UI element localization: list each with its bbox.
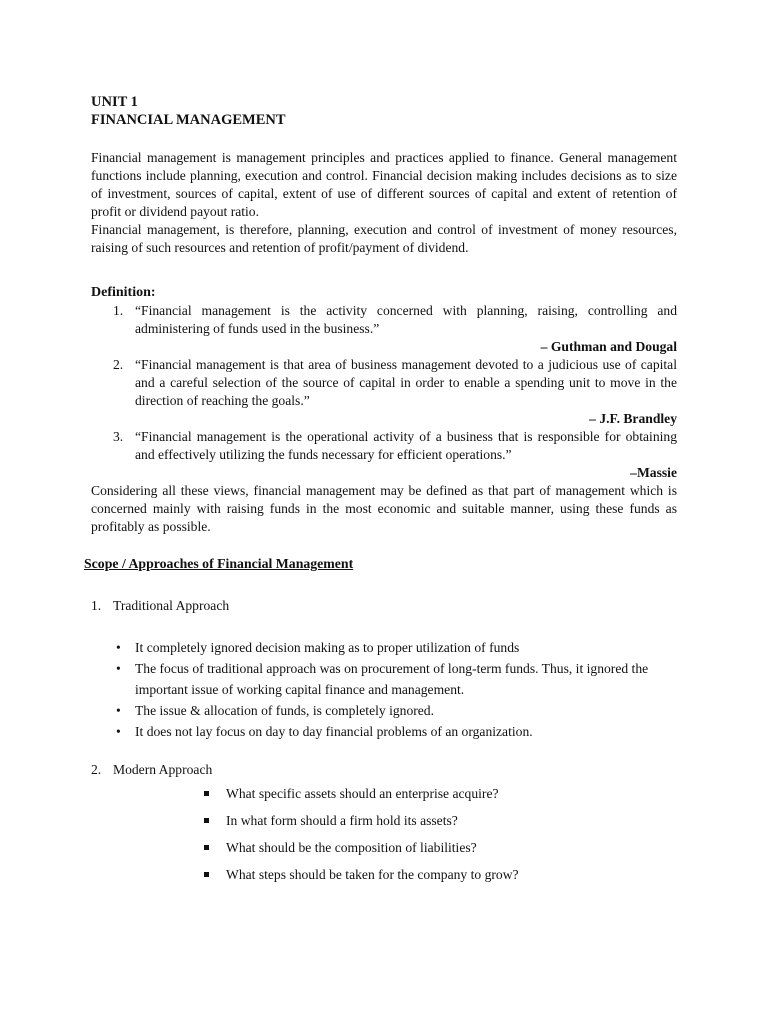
list-item [91,812,677,830]
definition-number: 2. [113,357,124,372]
bullet-icon: • [116,724,121,739]
bullet-text: It does not lay focus on day to day financial problems of an organization. [135,724,533,739]
square-bullet-icon [204,872,209,877]
bullet-icon: • [116,661,121,676]
definition-item [91,356,677,428]
square-bullet-icon [204,791,209,796]
approach-number: 1. [91,598,102,613]
square-bullet-icon [204,818,209,823]
definition-list [91,302,677,482]
list-item [91,637,677,658]
traditional-bullet-list [91,637,677,742]
document-page [84,93,677,893]
list-item [91,866,677,884]
bullet-icon: • [116,640,121,655]
definition-number: 1. [113,303,124,318]
approach-number: 2. [91,762,102,777]
intro-paragraph-1: Financial management is management principles and practices applied to finance. General management functions include planning, execution and control. Financial decision making includes decisions as to size of investment, sources of capital, extent of use of different sources of capital and extent of retention of profit or dividend payout ratio. [91,150,677,219]
definition-text: “Financial management is the activity concerned with planning, raising, controlling and administering of funds used in the business.” [135,303,677,336]
unit-label: UNIT 1 [91,94,138,110]
modern-question-list [91,785,677,884]
question-text: What steps should be taken for the company to grow? [226,867,519,882]
page-title: FINANCIAL MANAGEMENT [91,112,286,128]
approach-label: Modern Approach [113,762,213,777]
definition-author: – J.F. Brandley [589,411,677,426]
definition-text: “Financial management is the operational activity of a business that is responsible for obtaining and effectively utilizing the funds necessary for efficient operations.” [135,429,677,462]
scope-heading: Scope / Approaches of Financial Management [84,556,354,571]
bullet-text: The focus of traditional approach was on procurement of long-term funds. Thus, it ignored the important issue of working capital finance and management. [135,661,649,697]
approach-label: Traditional Approach [113,598,230,613]
definition-item [91,428,677,482]
intro-paragraph-2: Financial management, is therefore, planning, execution and control of investment of money resources, raising of such resources and retention of profit/payment of dividend. [91,222,677,255]
question-text: What specific assets should an enterprise acquire? [226,786,499,801]
list-item [91,658,677,700]
question-text: What should be the composition of liabilities? [226,840,477,855]
definition-heading: Definition: [91,285,156,300]
definition-author: –Massie [630,465,677,480]
definition-text: “Financial management is that area of business management devoted to a judicious use of capital and a careful selection of the source of capital in order to enable a spending unit to move in the direction of reaching the goals.” [135,357,677,408]
intro-section [91,149,677,257]
definition-number: 3. [113,429,124,444]
list-item [91,721,677,742]
question-text: In what form should a firm hold its assets? [226,813,458,828]
list-item [91,785,677,803]
definition-author: – Guthman and Dougal [540,339,677,354]
traditional-approach-heading [91,597,677,615]
modern-approach-heading [91,761,677,779]
bullet-icon: • [116,703,121,718]
list-item [91,700,677,721]
list-item [91,839,677,857]
square-bullet-icon [204,845,209,850]
definition-item [91,302,677,356]
definition-conclusion: Considering all these views, financial management may be defined as that part of management which is concerned mainly with raising funds in the most economic and suitable manner, using these funds as profitably as possible. [91,483,677,534]
bullet-text: The issue & allocation of funds, is completely ignored. [135,703,434,718]
bullet-text: It completely ignored decision making as to proper utilization of funds [135,640,520,655]
